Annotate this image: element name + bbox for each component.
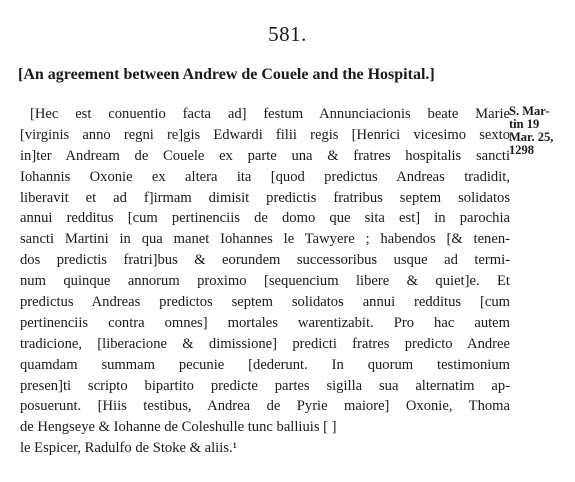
text-line: quamdam summam pecunie [dederunt. In quorum testimonium (20, 356, 510, 373)
text-line: le Espicer, Radulfo de Stoke & aliis.¹ (20, 440, 237, 457)
text-line: sancti Martini in qua manet Iohannes le Tawyere ; habendos [& tenen- (20, 231, 510, 248)
charter-text (20, 104, 510, 459)
text-line: [Hec est conuentio facta ad] festum Annunciacionis beate Marie (30, 106, 510, 122)
text-line: in]ter Andream de Couele ex parte una & fratres hospitalis sancti (20, 147, 510, 164)
page-number: 581. (268, 22, 307, 46)
margin-note-line: 1298 (509, 143, 534, 157)
document-heading: [An agreement between Andrew de Couele and the Hospital.] (18, 66, 435, 83)
text-line: de Hengseye & Iohanne de Coleshulle tunc balliuis [ ] (20, 419, 337, 436)
text-line: liberavit et ad f]irmam dimisit predictis fratribus septem solidatos (20, 189, 510, 206)
text-line: Iohannis Oxonie ex altera ita [quod predictus Andreas tradidit, (20, 168, 510, 185)
text-line: annui redditus [cum pertinenciis de domo que sita est] in parochia (20, 210, 510, 227)
margin-note-line: tin 19 (509, 117, 540, 131)
text-line: pertinenciis contra omnes] mortales warentizabit. Pro hac autem (20, 314, 510, 331)
margin-note (509, 105, 573, 157)
text-line: [virginis anno regni re]gis Edwardi filii regis [Henrici vicesimo sexto (20, 126, 510, 143)
text-line: predictus Andreas predictos septem solidatos annui redditus [cum (20, 294, 510, 311)
text-line: presen]ti scripto bipartito predicte partes sigilla sua alternatim ap- (20, 377, 510, 394)
text-line: num quinque annorum proximo [sequencium libere & quiet]e. Et (20, 273, 510, 290)
text-line: dos predictis fratri]bus & eorundem successoribus usque ad termi- (20, 252, 510, 269)
text-line: tradicione, [liberacione & dimissione] predicti fratres predicto Andree (20, 335, 510, 352)
margin-note-line: Mar. 25, (509, 130, 554, 144)
text-line: posuerunt. [Hiis testibus, Andrea de Pyrie maiore] Oxonie, Thoma (20, 398, 510, 415)
margin-note-line: S. Mar- (509, 104, 550, 118)
